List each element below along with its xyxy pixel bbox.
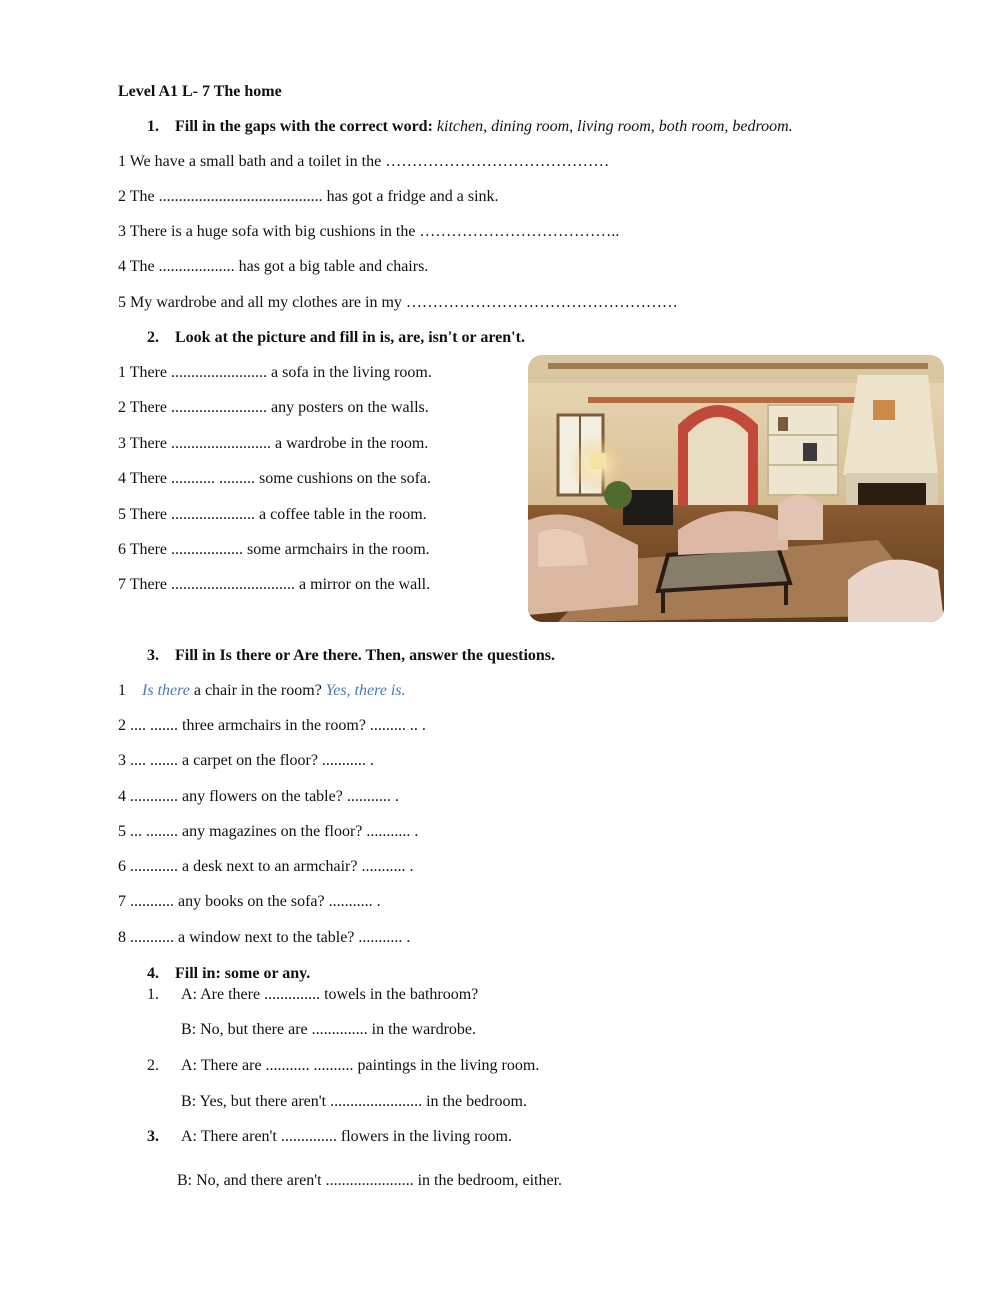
section-4-item-number: 1. [147, 986, 159, 1003]
section-2-item[interactable]: 2 There ........................ any posters on the walls. [118, 399, 429, 416]
section-1-number: 1. [147, 118, 159, 135]
section-4-item-number: 2. [147, 1057, 159, 1074]
section-3-item[interactable]: 5 ... ........ any magazines on the floor? ........... . [118, 823, 419, 840]
section-3-heading [147, 647, 555, 665]
section-4-item-a[interactable]: A: There aren't .............. flowers in the living room. [181, 1128, 512, 1145]
section-2-item[interactable]: 7 There ............................... a mirror on the wall. [118, 576, 431, 593]
section-2-item[interactable]: 1 There ........................ a sofa in the living room. [118, 364, 432, 381]
section-2-item[interactable]: 5 There ..................... a coffee table in the room. [118, 506, 427, 523]
example-number: 1 [118, 682, 126, 699]
section-1-title: Fill in the gaps with the correct word: [175, 118, 433, 135]
section-1-item[interactable]: 3 There is a huge sofa with big cushions in the ……………………………….. [118, 223, 620, 240]
section-4-item-b[interactable]: B: No, and there aren't ...................... in the bedroom, either. [177, 1172, 563, 1189]
section-4-item-b[interactable]: B: Yes, but there aren't ....................... in the bedroom. [181, 1093, 527, 1110]
section-1-heading [147, 118, 793, 136]
example-text: a chair in the room? [193, 682, 322, 699]
section-1-item[interactable]: 5 My wardrobe and all my clothes are in my …………………………………………… [118, 294, 678, 311]
example-question-answer: Is there [142, 682, 190, 699]
section-2-title: Look at the picture and fill in is, are, isn't or aren't. [175, 329, 525, 346]
section-4-item-b[interactable]: B: No, but there are .............. in the wardrobe. [181, 1021, 477, 1038]
example-reply-answer: Yes, there is. [325, 682, 406, 699]
page-title: Level A1 L- 7 The home [118, 83, 282, 100]
section-4-number: 4. [147, 965, 159, 982]
section-4-item-a[interactable]: A: Are there .............. towels in the bathroom? [181, 986, 479, 1003]
section-1-item[interactable]: 2 The ......................................... has got a fridge and a sink. [118, 188, 499, 205]
section-3-title: Fill in Is there or Are there. Then, answer the questions. [175, 647, 556, 664]
section-4-item-number: 3. [147, 1128, 159, 1145]
section-3-number: 3. [147, 647, 159, 664]
section-3-item[interactable]: 2 .... ....... three armchairs in the room? ......... .. . [118, 717, 426, 734]
section-2-item[interactable]: 3 There ......................... a wardrobe in the room. [118, 435, 429, 452]
section-4-heading [147, 965, 310, 983]
section-1-item[interactable]: 4 The ................... has got a big table and chairs. [118, 258, 429, 275]
section-3-item[interactable]: 4 ............ any flowers on the table? ........... . [118, 788, 399, 805]
section-3-item[interactable]: 7 ........... any books on the sofa? ........... . [118, 893, 381, 910]
living-room-photo [528, 355, 944, 622]
section-2-heading [147, 329, 525, 347]
section-2-item[interactable]: 6 There .................. some armchairs in the room. [118, 541, 430, 558]
section-4-title: Fill in: some or any. [175, 965, 311, 982]
section-2-number: 2. [147, 329, 159, 346]
section-1-item[interactable]: 1 We have a small bath and a toilet in the …………………………………… [118, 153, 610, 170]
section-4-item-a[interactable]: A: There are ........... .......... paintings in the living room. [181, 1057, 540, 1074]
section-1-word-bank: kitchen, dining room, living room, both room, bedroom. [436, 118, 793, 135]
section-3-item[interactable]: 3 .... ....... a carpet on the floor? ........... . [118, 752, 374, 769]
section-3-item[interactable]: 8 ........... a window next to the table? ........... . [118, 929, 411, 946]
section-2-item[interactable]: 4 There ........... ......... some cushions on the sofa. [118, 470, 431, 487]
section-3-item[interactable]: 6 ............ a desk next to an armchair? ........... . [118, 858, 414, 875]
section-3-example [118, 682, 406, 700]
